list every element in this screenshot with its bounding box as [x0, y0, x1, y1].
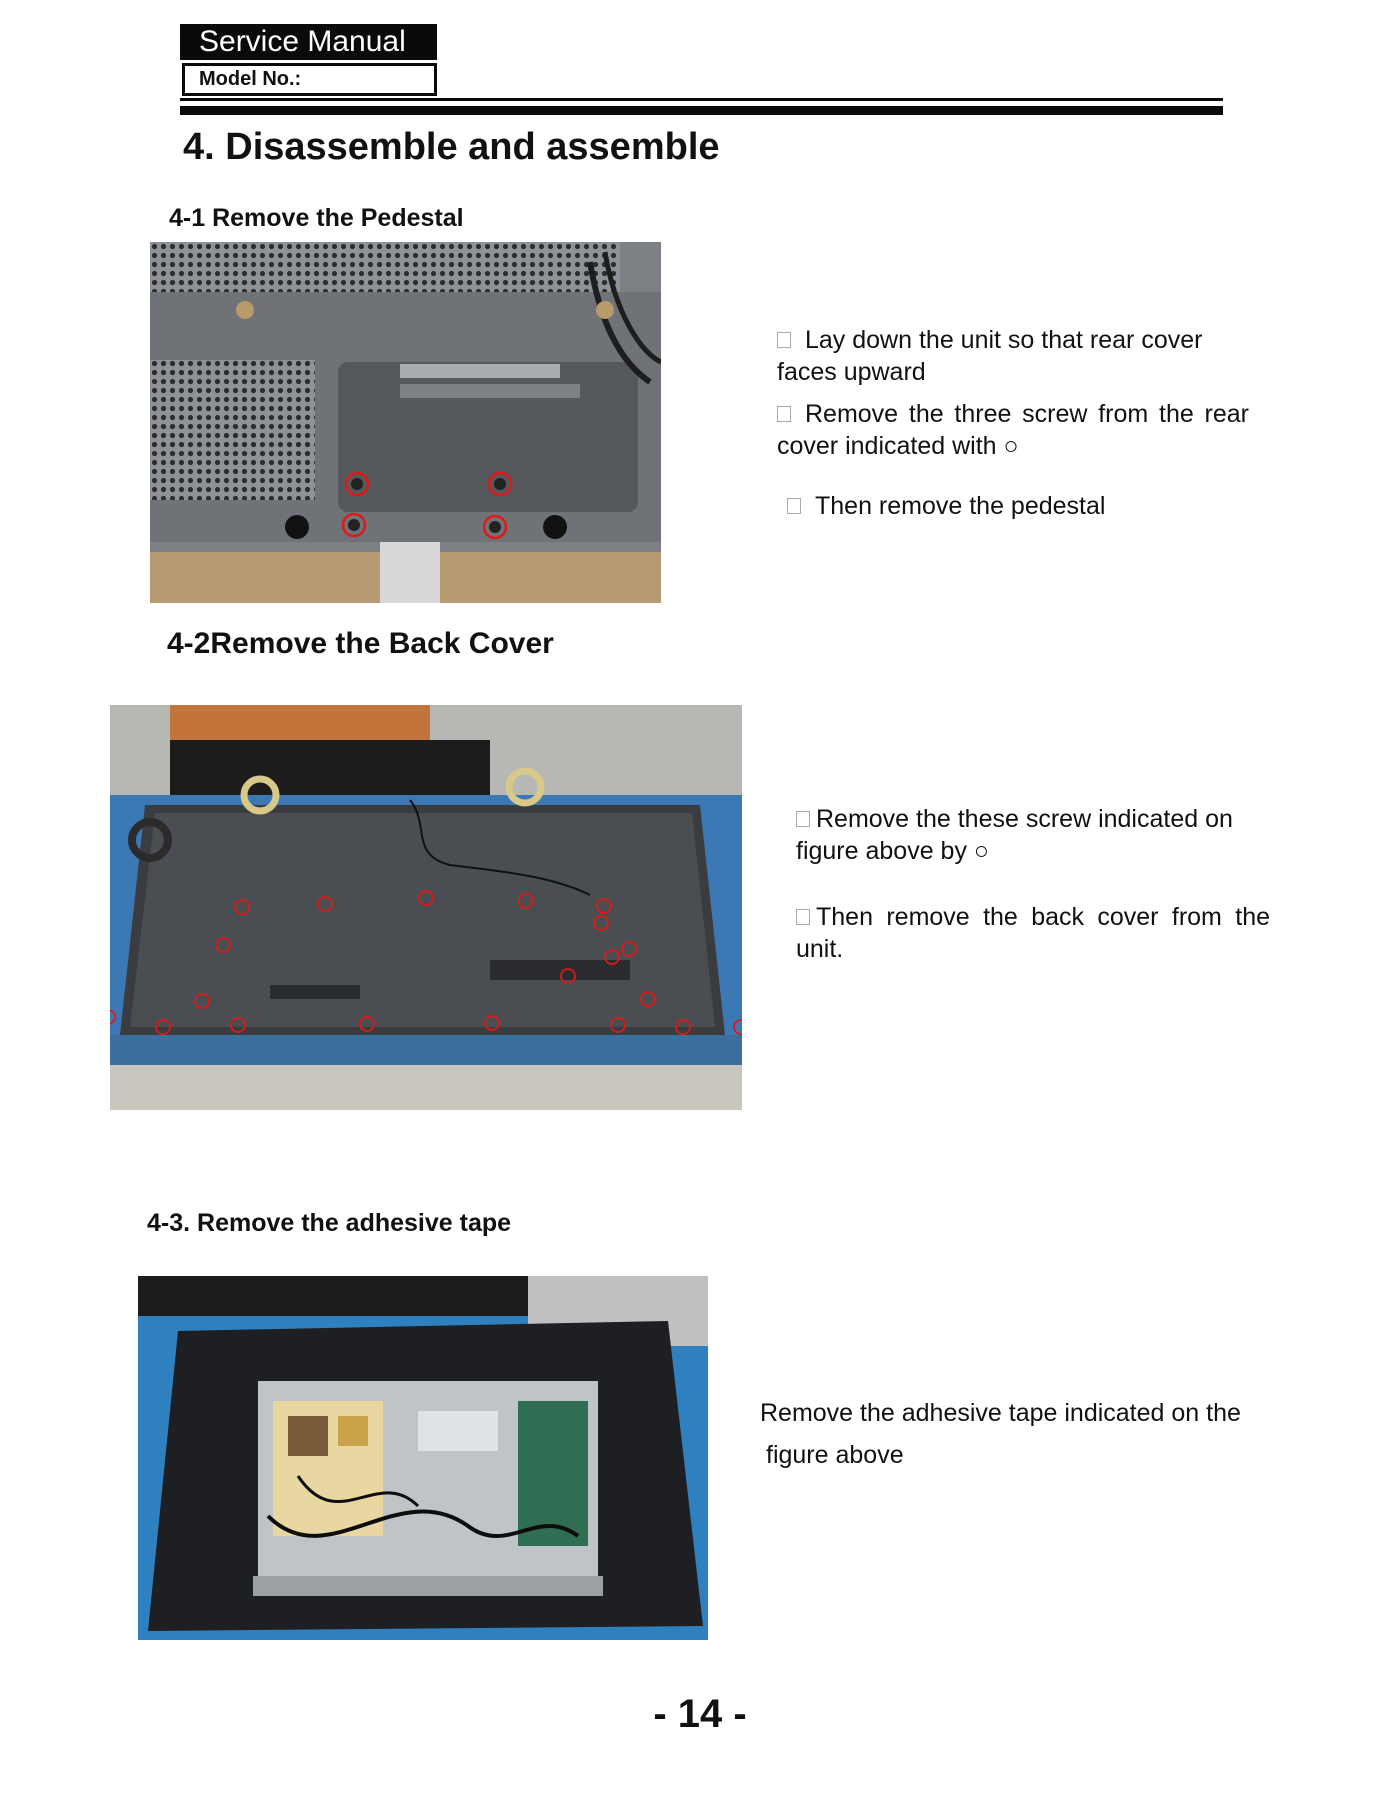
bullet-box-icon [796, 811, 810, 827]
bullet-box-icon [796, 909, 810, 925]
pedestal-steps [777, 324, 1249, 522]
step-item: figure above [766, 1441, 904, 1469]
section-heading-adhesive-tape: 4-3. Remove the adhesive tape [147, 1209, 512, 1237]
back-cover-photo [110, 705, 742, 1110]
step-item: Remove the adhesive tape indicated on the [760, 1399, 1241, 1427]
model-number-label: Model No.: [182, 63, 437, 96]
bullet-box-icon [787, 498, 801, 514]
pedestal-photo [150, 242, 661, 603]
bullet-box-icon [777, 406, 791, 422]
bullet-box-icon [777, 332, 791, 348]
back-cover-steps [796, 803, 1270, 965]
section-heading-pedestal: 4-1 Remove the Pedestal [169, 204, 464, 232]
step-item: Remove the these screw indicated on figure above by ○ [796, 805, 1233, 865]
step-item: Lay down the unit so that rear cover faces upward [777, 326, 1203, 386]
page-title: 4. Disassemble and assemble [183, 126, 720, 168]
step-item: Remove the three screw from the rear cover indicated with ○ [777, 400, 1249, 460]
adhesive-tape-steps [760, 1392, 1280, 1476]
header-rule-thick [180, 106, 1223, 115]
adhesive-tape-photo [138, 1276, 708, 1640]
manual-title: Service Manual [180, 24, 437, 60]
step-item: Then remove the back cover from the unit. [796, 903, 1270, 963]
section-heading-back-cover: 4-2Remove the Back Cover [167, 627, 554, 660]
header-rule-thin [180, 98, 1223, 101]
page-number: - 14 - [653, 1692, 747, 1736]
step-item: Then remove the pedestal [777, 490, 1249, 522]
